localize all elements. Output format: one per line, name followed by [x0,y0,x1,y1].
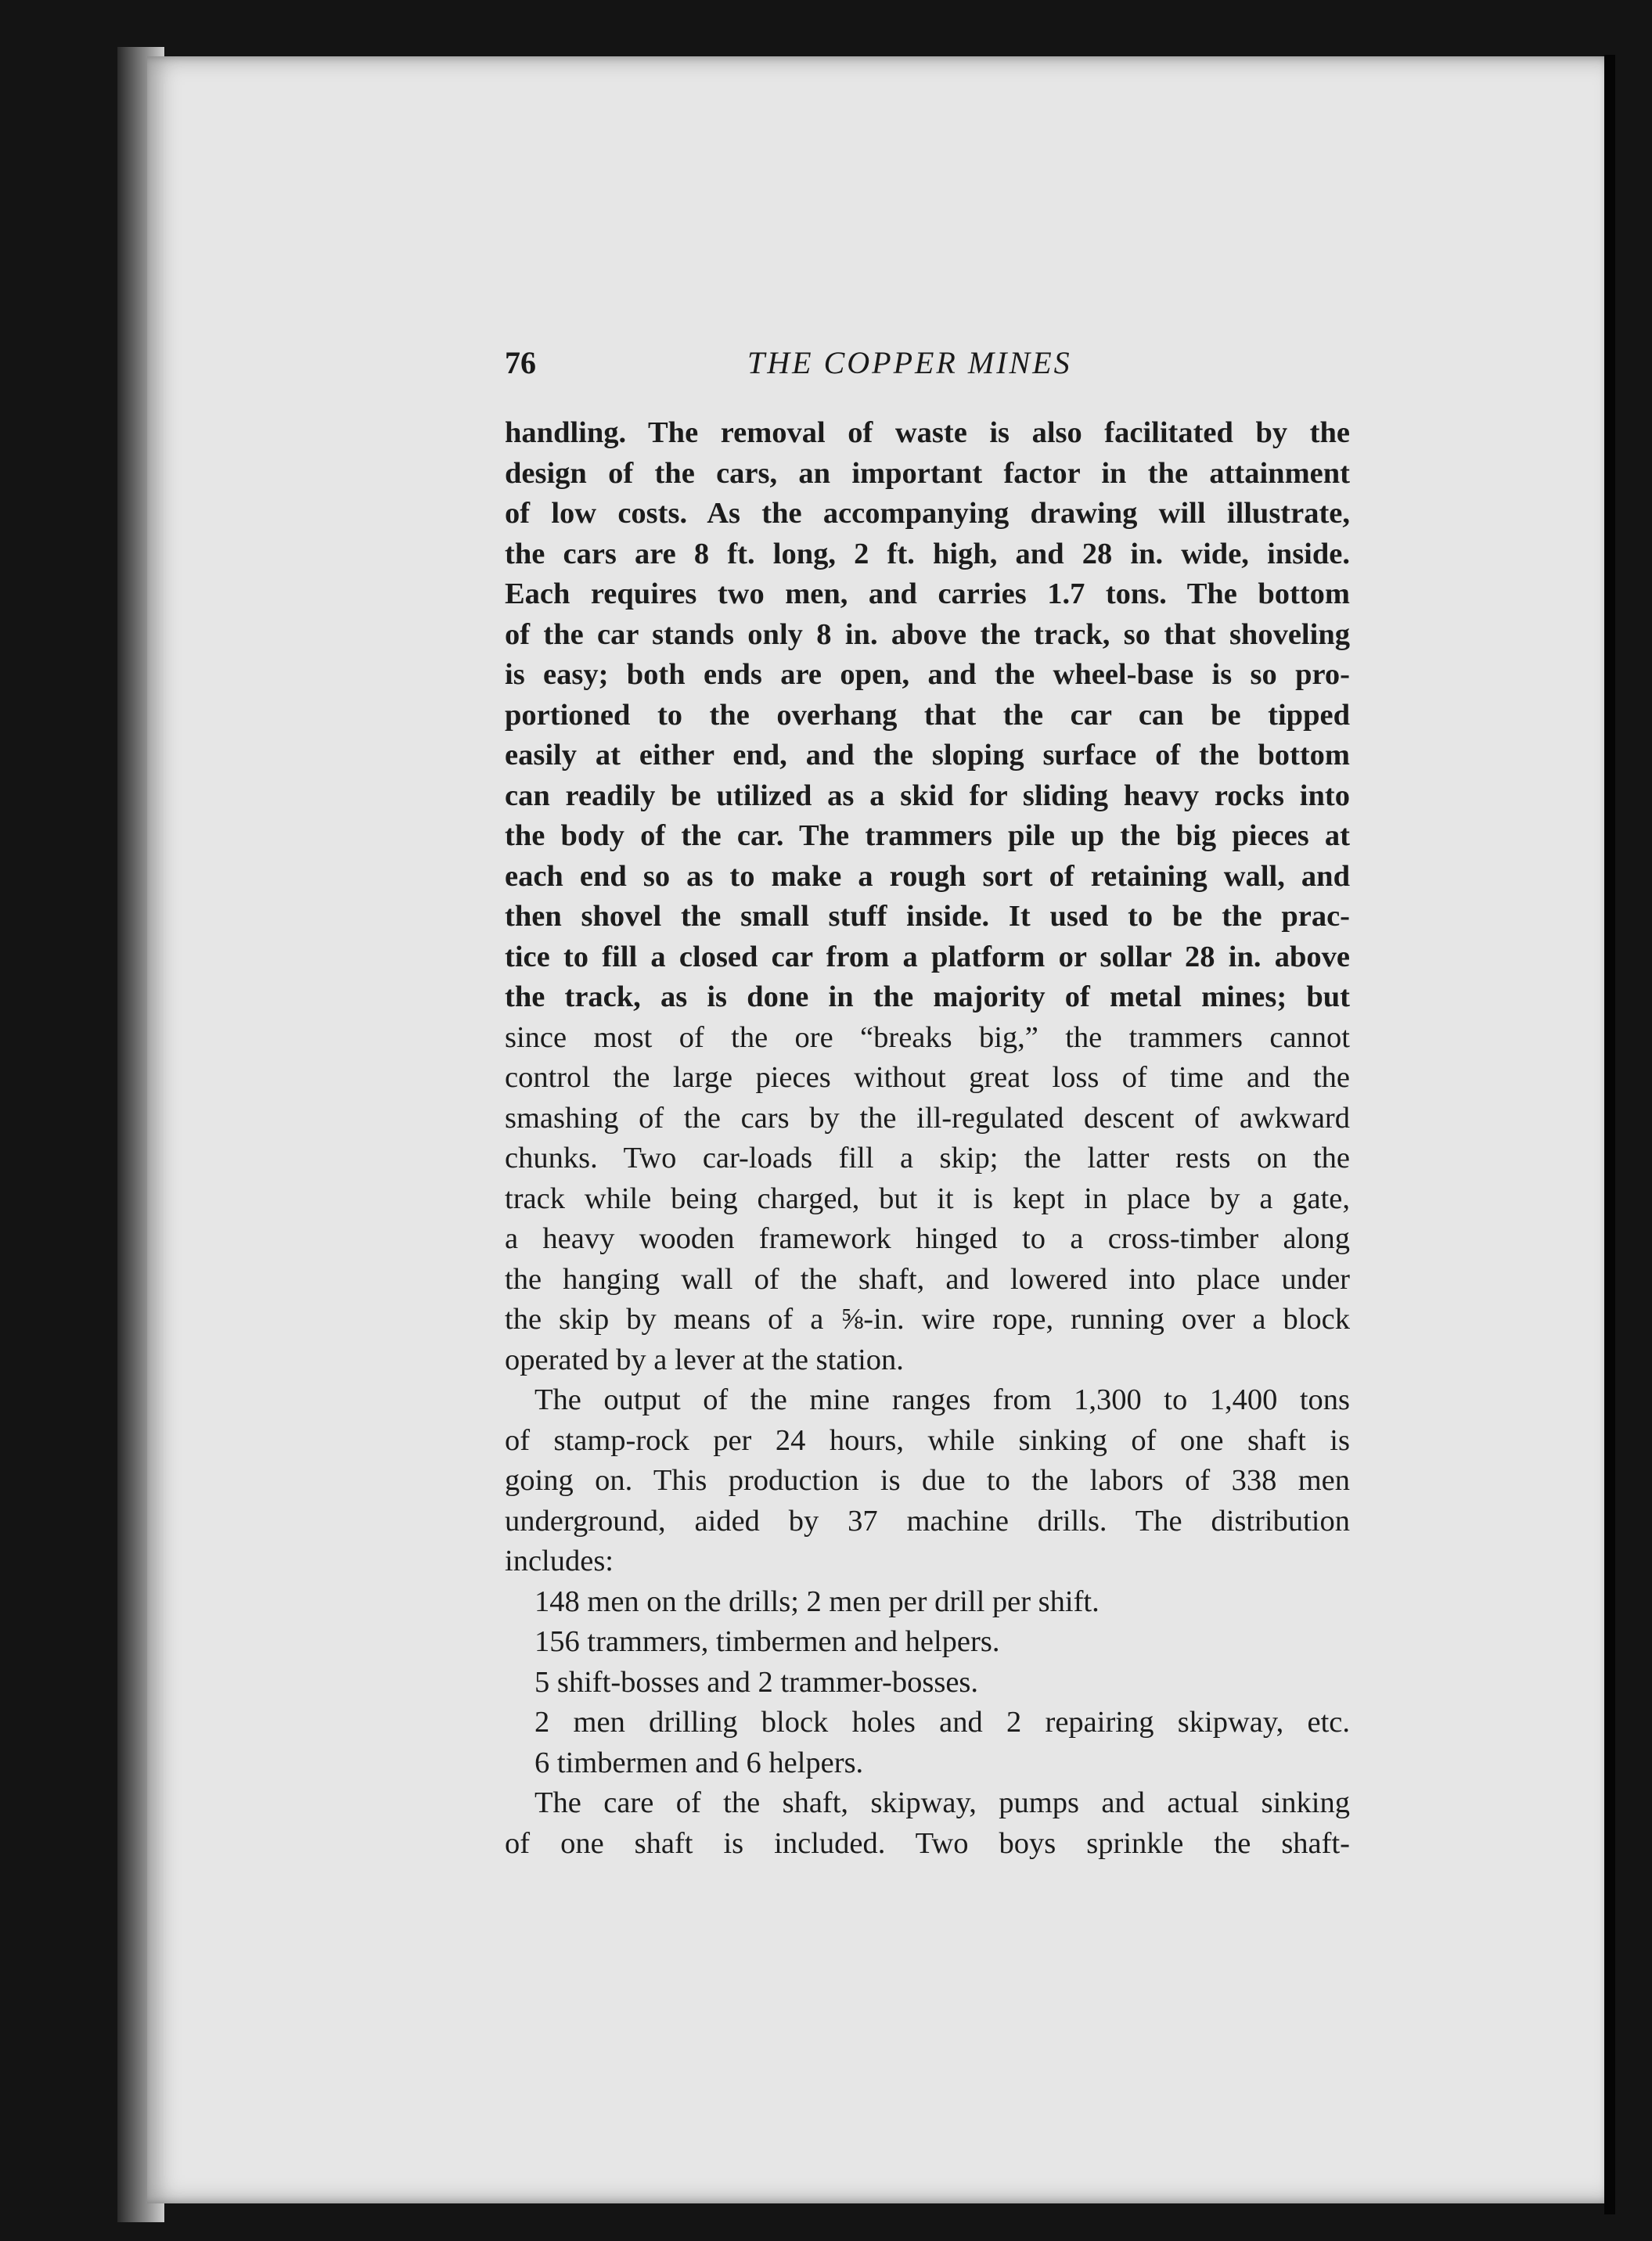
text-line: the track, as is done in the majority of metal mines; but [505,980,1350,1013]
body-text [505,413,1350,1864]
text-line: going on. This production is due to the labors of 338 men [505,1464,1350,1497]
text-line: of stamp-rock per 24 hours, while sinking of one shaft is [505,1423,1350,1457]
text-line: then shovel the small stuff inside. It used to be the prac- [505,900,1350,933]
text-line: track while being charged, but it is kept in place by a gate, [505,1182,1350,1215]
text-line: can readily be utilized as a skid for sliding heavy rocks into [505,779,1350,812]
text-line: chunks. Two car-loads fill a skip; the latter rests on the [505,1142,1350,1174]
text-line: of the car stands only 8 in. above the track, so that shoveling [505,617,1350,651]
text-line: the skip by means of a ⅝-in. wire rope, running over a block [505,1303,1350,1336]
list-item: 148 men on the drills; 2 men per drill per shift. [534,1585,1100,1618]
text-line: the hanging wall of the shaft, and lowered into place under [505,1262,1350,1296]
text-line: each end so as to make a rough sort of retaining wall, and [505,859,1350,893]
text-line: underground, aided by 37 machine drills. The distribution [505,1504,1350,1538]
text-line: handling. The removal of waste is also facilitated by the [505,416,1350,449]
page-number: 76 [505,345,536,380]
page-right-edge [1604,55,1615,2214]
text-line: of low costs. As the accompanying drawing will illustrate, [505,497,1350,530]
list-item: 156 trammers, timbermen and helpers. [534,1625,1000,1658]
list-item: 6 timbermen and 6 helpers. [534,1746,864,1779]
text-line: of one shaft is included. Two boys sprinkle the shaft- [505,1826,1350,1860]
text-line: is easy; both ends are open, and the wheel-base is so pro- [505,658,1350,691]
page-header [505,344,1350,391]
paragraph-1 [505,413,1350,1380]
text-line: a heavy wooden framework hinged to a cross-timber along [505,1222,1350,1255]
text-line: The output of the mine ranges from 1,300 to 1,400 tons [534,1383,1350,1416]
paragraph-2 [505,1380,1350,1582]
text-line: Each requires two men, and carries 1.7 tons. The bottom [505,577,1350,610]
list-item: 2 men drilling block holes and 2 repairing skipway, etc. [534,1706,1350,1739]
text-line: since most of the ore “breaks big,” the trammers cannot [505,1020,1350,1054]
text-line: design of the cars, an important factor in the attainment [505,456,1350,490]
paragraph-3 [505,1783,1350,1864]
text-line: easily at either end, and the sloping surface of the bottom [505,739,1350,772]
distribution-list [505,1582,1350,1784]
running-title: THE COPPER MINES [747,345,1072,380]
text-line: The care of the shaft, skipway, pumps and actual sinking [534,1786,1350,1819]
text-line: the body of the car. The trammers pile up the big pieces at [505,819,1350,852]
text-line: operated by a lever at the station. [505,1343,904,1376]
text-line: the cars are 8 ft. long, 2 ft. high, and 28 in. wide, inside. [505,537,1350,570]
text-line: includes: [505,1545,614,1577]
text-line: portioned to the overhang that the car can be tipped [505,698,1350,732]
text-line: tice to fill a closed car from a platform or sollar 28 in. above [505,940,1350,973]
list-item: 5 shift-bosses and 2 trammer-bosses. [534,1665,979,1699]
text-line: control the large pieces without great loss of time and the [505,1061,1350,1094]
text-line: smashing of the cars by the ill-regulated descent of awkward [505,1101,1350,1135]
